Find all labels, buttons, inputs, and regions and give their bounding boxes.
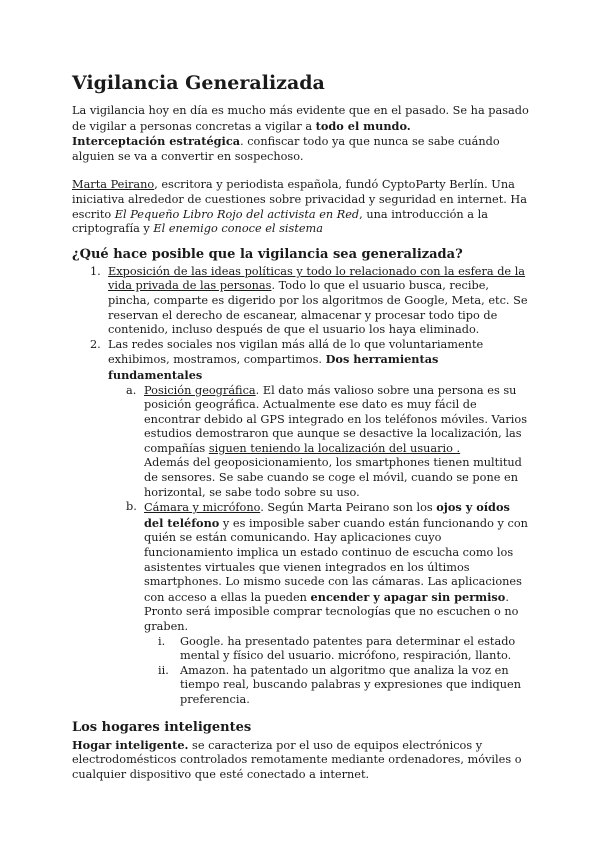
list-roman: i.	[158, 634, 166, 648]
spacer	[72, 164, 530, 178]
geo-text-1: . El dato más valioso sobre una persona es su posición geográfica. Actualmente ese dato es muy fácil de encontrar debido al GPS integrado en los teléfonos móviles. Varios estudios demostraron que aunque se desactive la localización, las compañías	[144, 383, 527, 455]
interception-text: . confiscar todo ya que nunca se sabe cuándo alguien se va a convertir en sospechoso.	[72, 135, 500, 163]
item1-text: . Todo lo que el usuario busca, recibe, pincha, comparte es digerido por los algoritmos de Google, Meta, etc. Se reservan el derecho de escanear, almacenar y procesar todo tipo de contenido, incluso después de que el usuario los haya eliminado.	[108, 279, 528, 337]
smart-home-paragraph	[72, 738, 530, 783]
camera-text-1: . Según Marta Peirano son los	[260, 501, 437, 515]
book-title-2: El enemigo conoce el sistema	[153, 222, 323, 236]
list-roman: ii.	[158, 663, 169, 677]
google-text: Google. ha presentado patentes para determinar el estado mental y físico del usuario. micrófono, respiración, llanto.	[180, 634, 516, 663]
list-letter: a.	[126, 383, 137, 397]
camera-bold-1: ojos y oídos del teléfono	[144, 500, 510, 530]
sublist-tools	[108, 384, 530, 708]
list-item-2	[72, 338, 530, 708]
item2-bold: Dos herramientas fundamentales	[108, 352, 439, 382]
smart-home-text: se caracteriza por el uso de equipos electrónicos y electrodomésticos controlados remotamente mediante ordenadores, móviles o cualquier dispositivo que esté conectado a internet.	[72, 738, 522, 781]
section-heading-smart-homes: Los hogares inteligentes	[72, 719, 252, 735]
item2-text: Las redes sociales nos vigilan más allá de lo que voluntariamente exhibimos, mostramos, compartimos.	[108, 337, 484, 367]
geo-position-term: Posición geográfica	[144, 383, 256, 397]
camera-text-3: . Pronto será imposible comprar tecnologías que no escuchen o no graben.	[144, 590, 519, 633]
intro-bold: todo el mundo.	[315, 118, 411, 133]
sublist-item-b	[108, 500, 530, 707]
intro-paragraph	[72, 104, 530, 164]
camera-mic-term: Cámara y micrófono	[144, 501, 261, 515]
marta-paragraph	[72, 178, 530, 236]
list-letter: b.	[126, 500, 137, 514]
sublist-item-a	[108, 384, 530, 501]
page-title: Vigilancia Generalizada	[72, 72, 325, 94]
sublist-item-ii	[144, 664, 530, 708]
book-title-1: El Pequeño Libro Rojo del activista en Red	[114, 207, 360, 221]
list-number: 1.	[90, 264, 101, 278]
camera-bold-2: encender y apagar sin permiso	[310, 589, 506, 604]
smart-home-term: Hogar inteligente.	[72, 737, 189, 752]
list-number: 2.	[90, 337, 101, 351]
geo-underlined: siguen teniendo la localización del usuario .	[208, 441, 461, 455]
intro-text: La vigilancia hoy en día es mucho más evidente que en el pasado. Se ha pasado de vigilar a personas concretas a vigilar a	[72, 104, 529, 133]
list-item-1	[72, 265, 530, 338]
sublist-companies	[144, 635, 530, 708]
section-heading-surveillance: ¿Qué hace posible que la vigilancia sea generalizada?	[72, 246, 463, 262]
geo-text-2: Además del geoposicionamiento, los smartphones tienen multitud de sensores. Se sabe cuando se coge el móvil, cuando se pone en horizontal, se sabe todo sobre su uso.	[144, 456, 522, 499]
sublist-item-i	[144, 635, 530, 664]
item1-underlined: Exposición de las ideas políticas y todo lo relacionado con la esfera de la vida privada de las personas	[108, 264, 526, 293]
marta-text-2: , una introducción a la criptografía y	[72, 207, 488, 236]
surveillance-list	[72, 265, 530, 708]
marta-text-1: , escritora y periodista española, fundó CyptoParty Berlín. Una iniciativa alrededor de cuestiones sobre privacidad y seguridad en internet. Ha escrito	[72, 178, 528, 221]
interception-term: Interceptación estratégica	[72, 134, 241, 149]
amazon-text: Amazon. ha patentado un algoritmo que analiza la voz en tiempo real, buscando palabras y expresiones que indiquen preferencia.	[180, 663, 522, 706]
marta-name: Marta Peirano	[72, 178, 155, 192]
camera-text-2: y es imposible saber cuando están funcionando y con quién se están comunicando. Hay aplicaciones cuyo funcionamiento implica un estado continuo de escucha como los asistentes virtuales que vienen integrados en los últimos smartphones. Lo mismo sucede con las cámaras. Las aplicaciones con acceso a ellas la pueden	[144, 516, 528, 604]
